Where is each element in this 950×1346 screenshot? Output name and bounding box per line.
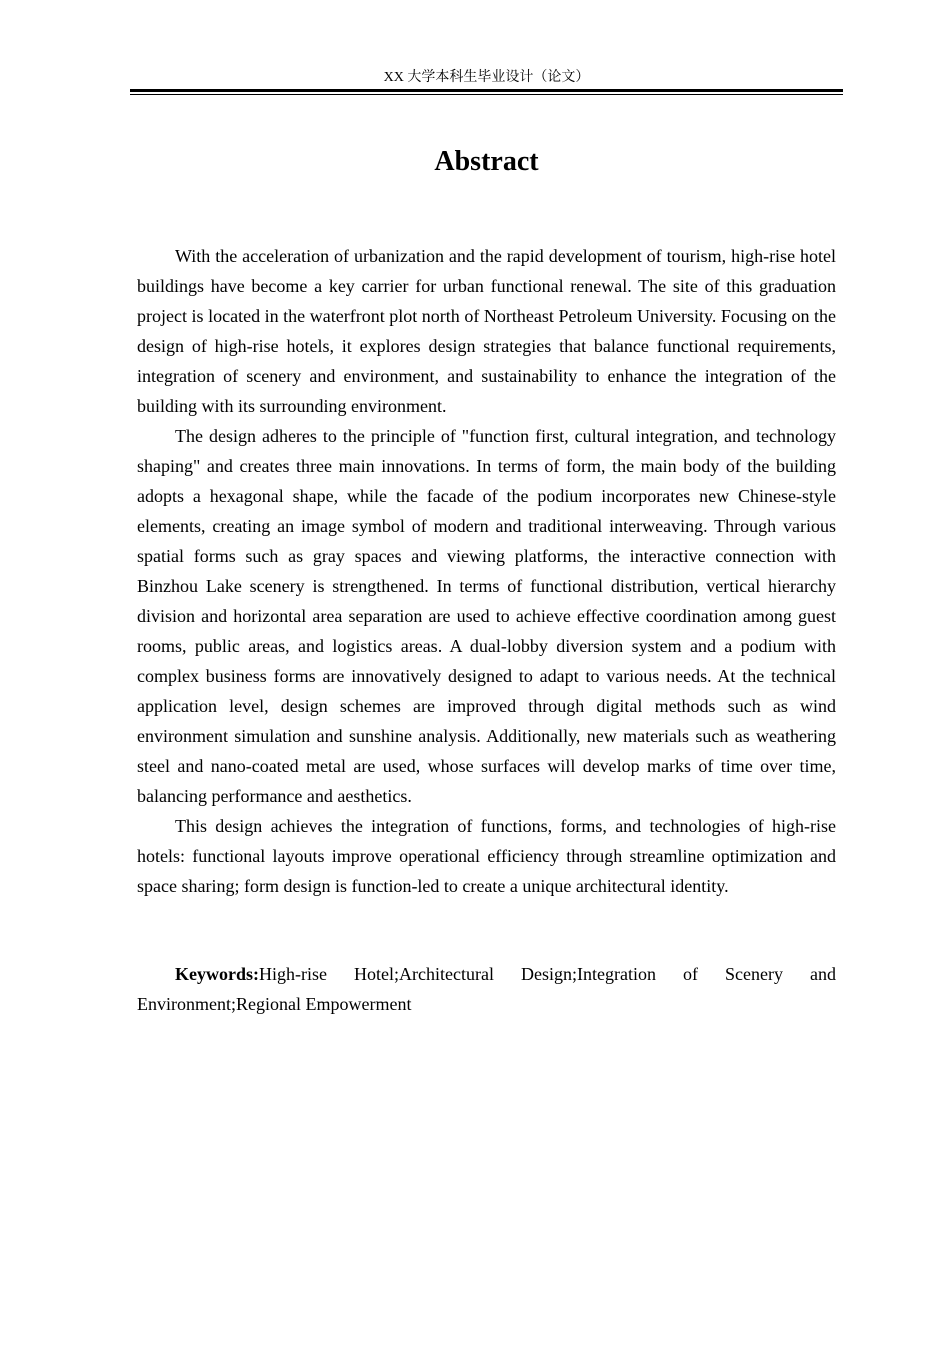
abstract-paragraph: With the acceleration of urbanization and the rapid development of tourism, high-rise hotel buildings have become a key carrier for urban functional renewal. The site of this graduation project is located in the waterfront plot north of Northeast Petroleum University. Focusing on the design of high-rise hotels, it explores design strategies that balance functional requirements, integration of scenery and environment, and sustainability to enhance the integration of the building with its surrounding environment. (137, 246, 836, 416)
header-rule-thick (130, 89, 843, 92)
abstract-paragraph: The design adheres to the principle of "function first, cultural integration, and technology shaping" and creates three main innovations. In terms of form, the main body of the building adopts a hexagonal shape, while the facade of the podium incorporates new Chinese-style elements, creating an image symbol of modern and traditional interweaving. Through various spatial forms such as gray spaces and viewing platforms, the interactive connection with Binzhou Lake scenery is strengthened. In terms of functional distribution, vertical hierarchy division and horizontal area separation are used to achieve effective coordination among guest rooms, public areas, and logistics areas. A dual-lobby diversion system and a podium with complex business forms are innovatively designed to adapt to various needs. At the technical application level, design schemes are improved through digital methods such as wind environment simulation and sunshine analysis. Additionally, new materials such as weathering steel and nano-coated metal are used, whose surfaces will develop marks of time over time, balancing performance and aesthetics. (137, 426, 836, 806)
abstract-body (137, 241, 836, 901)
keywords-line (137, 959, 836, 1019)
abstract-title: Abstract (434, 146, 539, 177)
header-rule-thin (130, 94, 843, 95)
keywords-label: Keywords: (175, 964, 259, 984)
running-header: XX 大学本科生毕业设计（论文） (383, 70, 590, 85)
keywords-text: High-rise Hotel;Architectural Design;Integration of Scenery and Environment;Regional Empowerment (137, 964, 836, 1014)
abstract-paragraph: This design achieves the integration of functions, forms, and technologies of high-rise hotels: functional layouts improve operational efficiency through streamline optimization and space sharing; form design is function-led to create a unique architectural identity. (137, 816, 836, 896)
